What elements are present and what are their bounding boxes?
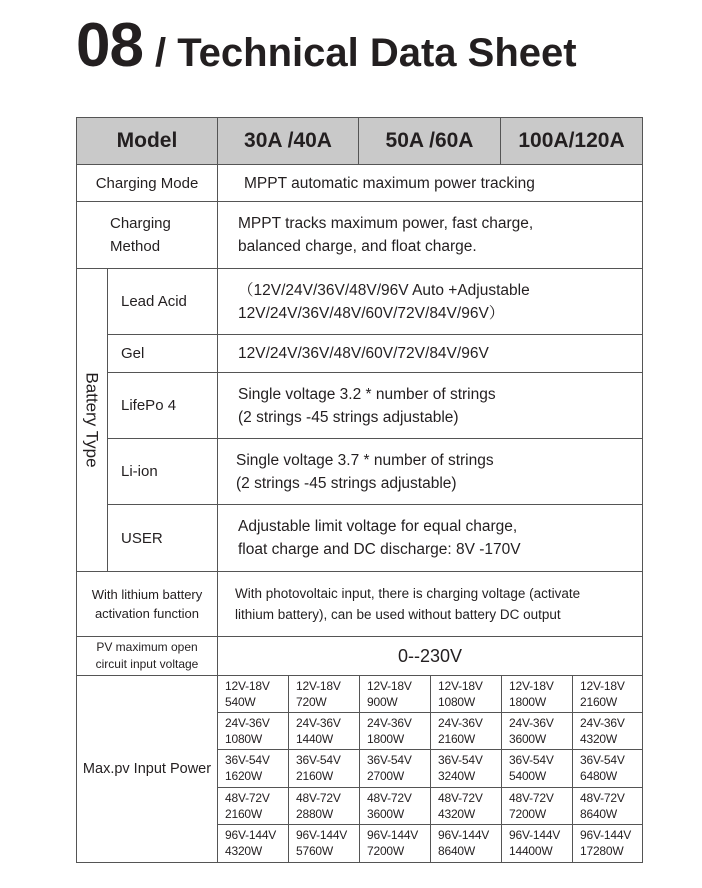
power-cell	[359, 824, 431, 863]
power-voltage-range: 48V-72V	[367, 791, 412, 805]
power-cell	[430, 787, 502, 825]
power-wattage: 540W	[225, 695, 256, 709]
model-100a-120a: 100A/120A	[500, 117, 643, 165]
page-header	[76, 6, 577, 86]
power-wattage: 5760W	[296, 844, 334, 858]
power-cell	[359, 749, 431, 788]
power-wattage: 1440W	[296, 732, 334, 746]
power-voltage-range: 12V-18V	[438, 679, 483, 693]
power-voltage-range: 12V-18V	[225, 679, 270, 693]
charging-method-value: MPPT tracks maximum power, fast charge, balanced charge, and float charge.	[217, 201, 643, 269]
power-wattage: 2700W	[367, 769, 405, 783]
power-wattage: 17280W	[580, 844, 624, 858]
lifepo4-label: LifePo 4	[107, 372, 218, 439]
power-cell	[572, 824, 643, 863]
user-label: USER	[107, 504, 218, 572]
power-wattage: 3240W	[438, 769, 476, 783]
power-wattage: 3600W	[509, 732, 547, 746]
power-voltage-range: 24V-36V	[580, 716, 625, 730]
power-voltage-range: 24V-36V	[296, 716, 341, 730]
power-cell	[217, 824, 289, 863]
lithium-activation-value: With photovoltaic input, there is charging voltage (activate lithium battery), can be used without battery DC output	[217, 571, 643, 637]
power-voltage-range: 96V-144V	[509, 828, 561, 842]
power-wattage: 2160W	[580, 695, 618, 709]
power-cell	[359, 712, 431, 750]
charging-method-label: Charging Method	[76, 201, 218, 269]
power-voltage-range: 48V-72V	[296, 791, 341, 805]
power-voltage-range: 36V-54V	[438, 753, 483, 767]
power-voltage-range: 96V-144V	[225, 828, 277, 842]
power-voltage-range: 24V-36V	[438, 716, 483, 730]
pv-max-voltage-label: PV maximum open circuit input voltage	[76, 636, 218, 676]
power-cell	[501, 749, 573, 788]
user-value: Adjustable limit voltage for equal charge, float charge and DC discharge: 8V -170V	[217, 504, 643, 572]
power-voltage-range: 12V-18V	[580, 679, 625, 693]
power-wattage: 3600W	[367, 807, 405, 821]
power-cell	[430, 675, 502, 713]
power-voltage-range: 12V-18V	[296, 679, 341, 693]
power-cell	[217, 712, 289, 750]
power-cell	[288, 675, 360, 713]
power-cell	[430, 749, 502, 788]
li-ion-label: Li-ion	[107, 438, 218, 505]
power-voltage-range: 36V-54V	[225, 753, 270, 767]
power-wattage: 8640W	[580, 807, 618, 821]
power-cell	[501, 787, 573, 825]
lead-acid-label: Lead Acid	[107, 268, 218, 335]
power-wattage: 1080W	[225, 732, 263, 746]
model-30a-40a: 30A /40A	[217, 117, 359, 165]
power-wattage: 720W	[296, 695, 327, 709]
section-number: 08	[76, 11, 143, 80]
power-cell	[359, 787, 431, 825]
charging-mode-value: MPPT automatic maximum power tracking	[217, 164, 643, 202]
power-wattage: 4320W	[580, 732, 618, 746]
power-voltage-range: 36V-54V	[296, 753, 341, 767]
gel-value: 12V/24V/36V/48V/60V/72V/84V/96V	[217, 334, 643, 373]
model-50a-60a: 50A /60A	[358, 117, 501, 165]
lithium-activation-label: With lithium battery activation function	[76, 571, 218, 637]
pv-max-voltage-value: 0--230V	[217, 636, 643, 676]
power-wattage: 1800W	[509, 695, 547, 709]
power-wattage: 2160W	[438, 732, 476, 746]
li-ion-value: Single voltage 3.7 * number of strings (2 strings -45 strings adjustable)	[217, 438, 643, 505]
power-voltage-range: 48V-72V	[580, 791, 625, 805]
power-voltage-range: 48V-72V	[225, 791, 270, 805]
power-voltage-range: 96V-144V	[367, 828, 419, 842]
power-cell	[572, 749, 643, 788]
power-cell	[501, 824, 573, 863]
power-cell	[217, 675, 289, 713]
power-cell	[288, 824, 360, 863]
power-wattage: 2160W	[296, 769, 334, 783]
battery-type-label: Battery Type	[76, 268, 108, 572]
power-voltage-range: 36V-54V	[367, 753, 412, 767]
power-cell	[217, 787, 289, 825]
power-voltage-range: 12V-18V	[367, 679, 412, 693]
power-voltage-range: 96V-144V	[296, 828, 348, 842]
power-cell	[501, 675, 573, 713]
power-wattage: 1080W	[438, 695, 476, 709]
power-voltage-range: 48V-72V	[438, 791, 483, 805]
power-cell	[217, 749, 289, 788]
power-wattage: 1800W	[367, 732, 405, 746]
model-header: Model	[76, 117, 218, 165]
power-wattage: 6480W	[580, 769, 618, 783]
power-wattage: 900W	[367, 695, 398, 709]
lead-acid-value: （12V/24V/36V/48V/96V Auto +Adjustable 12V/24V/36V/48V/60V/72V/84V/96V）	[217, 268, 643, 335]
power-voltage-range: 96V-144V	[438, 828, 490, 842]
power-wattage: 8640W	[438, 844, 476, 858]
power-cell	[572, 787, 643, 825]
power-wattage: 4320W	[225, 844, 263, 858]
power-voltage-range: 24V-36V	[225, 716, 270, 730]
power-wattage: 2160W	[225, 807, 263, 821]
power-cell	[572, 712, 643, 750]
power-wattage: 1620W	[225, 769, 263, 783]
power-voltage-range: 96V-144V	[580, 828, 632, 842]
power-cell	[288, 712, 360, 750]
power-cell	[288, 787, 360, 825]
power-cell	[288, 749, 360, 788]
max-pv-power-label: Max.pv Input Power	[76, 675, 218, 863]
power-wattage: 7200W	[367, 844, 405, 858]
power-cell	[430, 712, 502, 750]
power-wattage: 5400W	[509, 769, 547, 783]
gel-label: Gel	[107, 334, 218, 373]
power-wattage: 4320W	[438, 807, 476, 821]
power-cell	[430, 824, 502, 863]
power-wattage: 7200W	[509, 807, 547, 821]
power-voltage-range: 24V-36V	[509, 716, 554, 730]
power-voltage-range: 48V-72V	[509, 791, 554, 805]
power-voltage-range: 36V-54V	[580, 753, 625, 767]
power-voltage-range: 36V-54V	[509, 753, 554, 767]
power-wattage: 14400W	[509, 844, 553, 858]
power-voltage-range: 12V-18V	[509, 679, 554, 693]
power-wattage: 2880W	[296, 807, 334, 821]
page-title: / Technical Data Sheet	[154, 31, 577, 75]
power-cell	[572, 675, 643, 713]
charging-mode-label: Charging Mode	[76, 164, 218, 202]
power-cell	[501, 712, 573, 750]
power-voltage-range: 24V-36V	[367, 716, 412, 730]
power-cell	[359, 675, 431, 713]
lifepo4-value: Single voltage 3.2 * number of strings (2 strings -45 strings adjustable)	[217, 372, 643, 439]
